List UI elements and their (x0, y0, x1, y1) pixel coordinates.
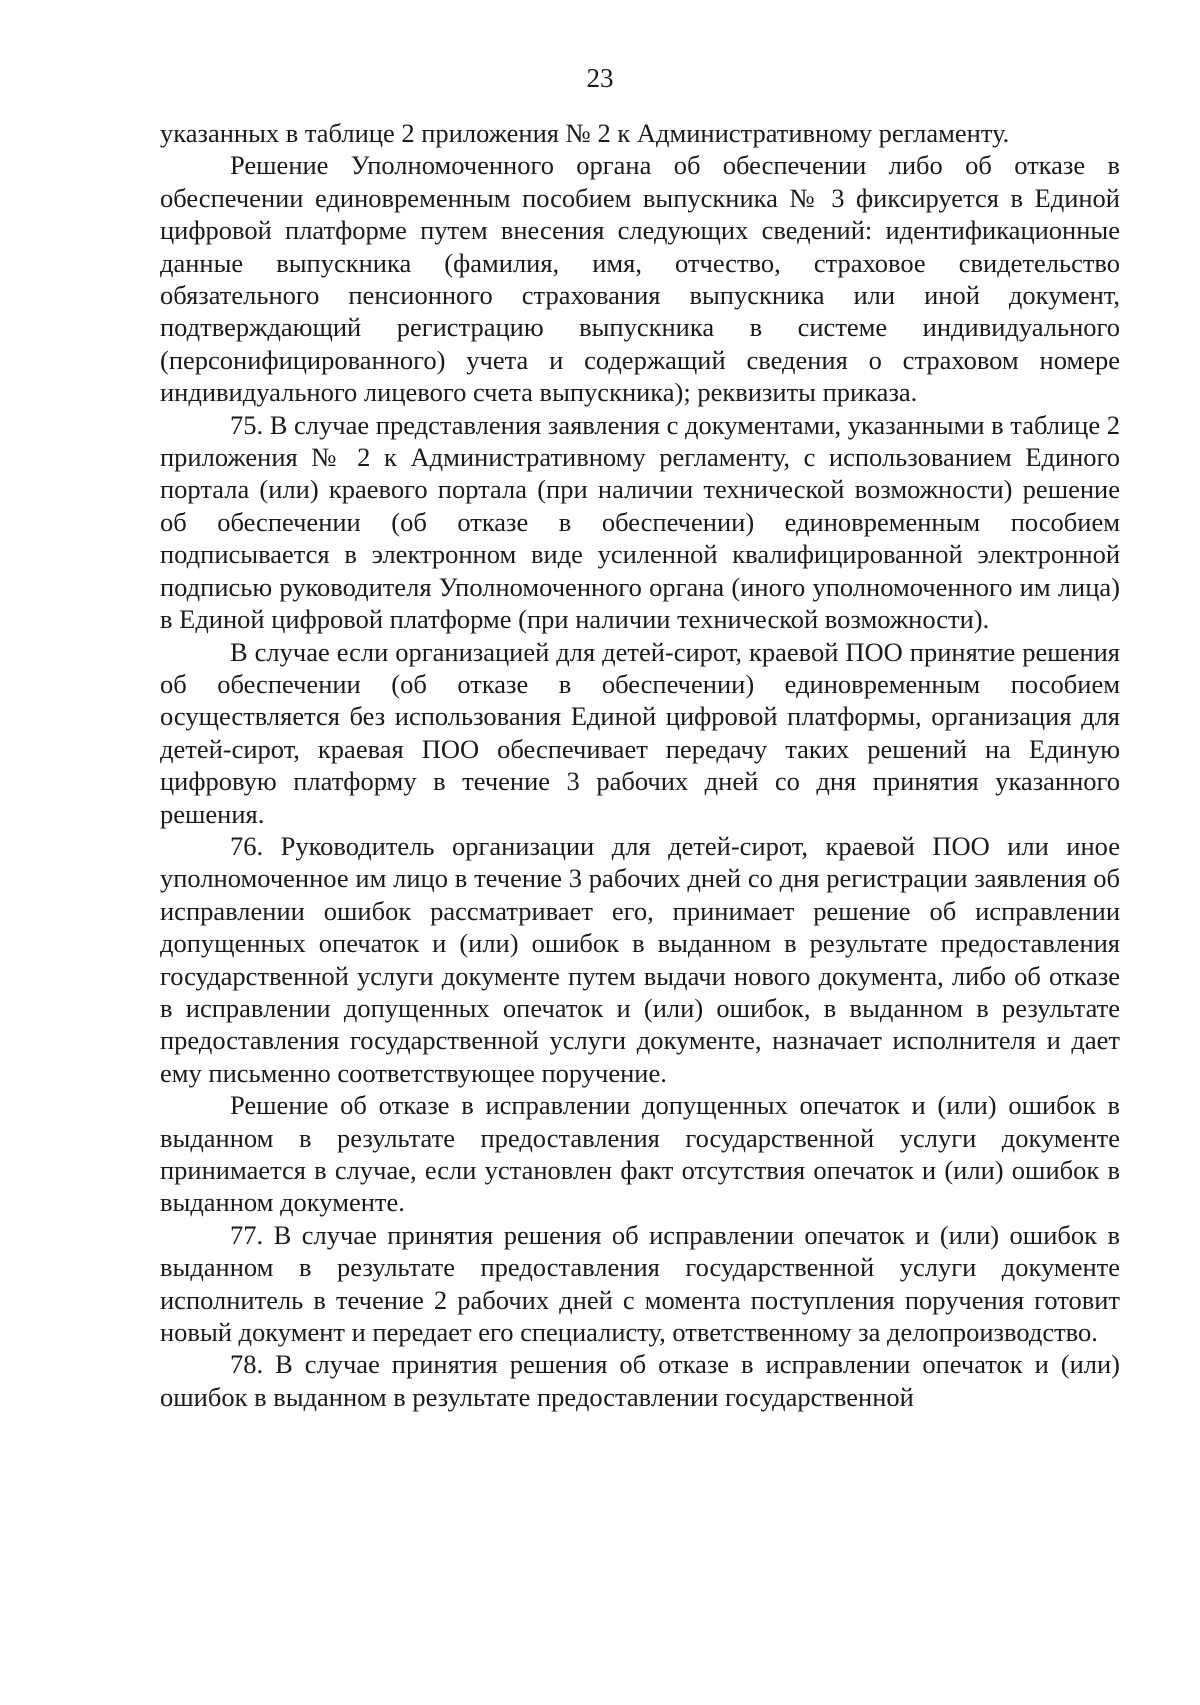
paragraph-75: 75. В случае представления заявления с документами, указанными в таблице 2 приложения № 2 к Административному регламенту, с использованием Единого портала (или) краевого портала (при наличии технической возможности) решение об обеспечении (об отказе в обеспечении) единовременным пособием подписывается в электронном виде усиленной квалифицированной электронной подписью руководителя Уполномоченного органа (иного уполномоченного им лица) в Единой цифровой платформе (при наличии технической возможности). (160, 409, 1121, 635)
paragraph-76: 76. Руководитель организации для детей-сирот, краевой ПОО или иное уполномоченное им лицо в течение 3 рабочих дней со дня регистрации заявления об исправлении ошибок рассматривает его, принимает решение об исправлении допущенных опечаток и (или) ошибок в выданном в результате предоставления государственной услуги документе путем выдачи нового документа, либо об отказе в исправлении допущенных опечаток и (или) ошибок, в выданном в результате предоставления государственной услуги документе, назначает исполнителя и дает ему письменно соответствующее поручение. (160, 830, 1120, 1088)
page-number: 23 (586, 63, 614, 93)
paragraph-continuation: указанных в таблице 2 приложения № 2 к Административному регламенту. (160, 118, 1010, 148)
paragraph-77: 77. В случае принятия решения об исправлении опечаток и (или) ошибок в выданном в результате предоставления государственной услуги документе исполнитель в течение 2 рабочих дней с момента поступления поручения готовит новый документ и передает его специалисту, ответственному за делопроизводство. (160, 1219, 1120, 1348)
document-body (160, 117, 1120, 1413)
paragraph-76-continued: Решение об отказе в исправлении допущенных опечаток и (или) ошибок в выданном в результате предоставления государственной услуги документе принимается в случае, если установлен факт отсутствия опечаток и (или) ошибок в выданном документе. (160, 1090, 1120, 1218)
paragraph-78: 78. В случае принятия решения об отказе в исправлении опечаток и (или) ошибок в выданном в результате предоставлении государственной (160, 1349, 1120, 1412)
paragraph-75-continued: В случае если организацией для детей-сирот, краевой ПОО принятие решения об обеспечении (об отказе в обеспечении) единовременным пособием осуществляется без использования Единой цифровой платформы, организация для детей-сирот, краевая ПОО обеспечивает передачу таких решений на Единую цифровую платформу в течение 3 рабочих дней со дня принятия указанного решения. (160, 636, 1120, 829)
paragraph-decision-record: Решение Уполномоченного органа об обеспечении либо об отказе в обеспечении единовременным пособием выпускника № 3 фиксируется в Единой цифровой платформе путем внесения следующих сведений: идентификационные данные выпускника (фамилия, имя, отчество, страховое свидетельство обязательного пенсионного страхования выпускника или иной документ, подтверждающий регистрацию выпускника в системе индивидуального (персонифицированного) учета и содержащий сведения о страховом номере индивидуального лицевого счета выпускника); реквизиты приказа. (160, 150, 1120, 408)
